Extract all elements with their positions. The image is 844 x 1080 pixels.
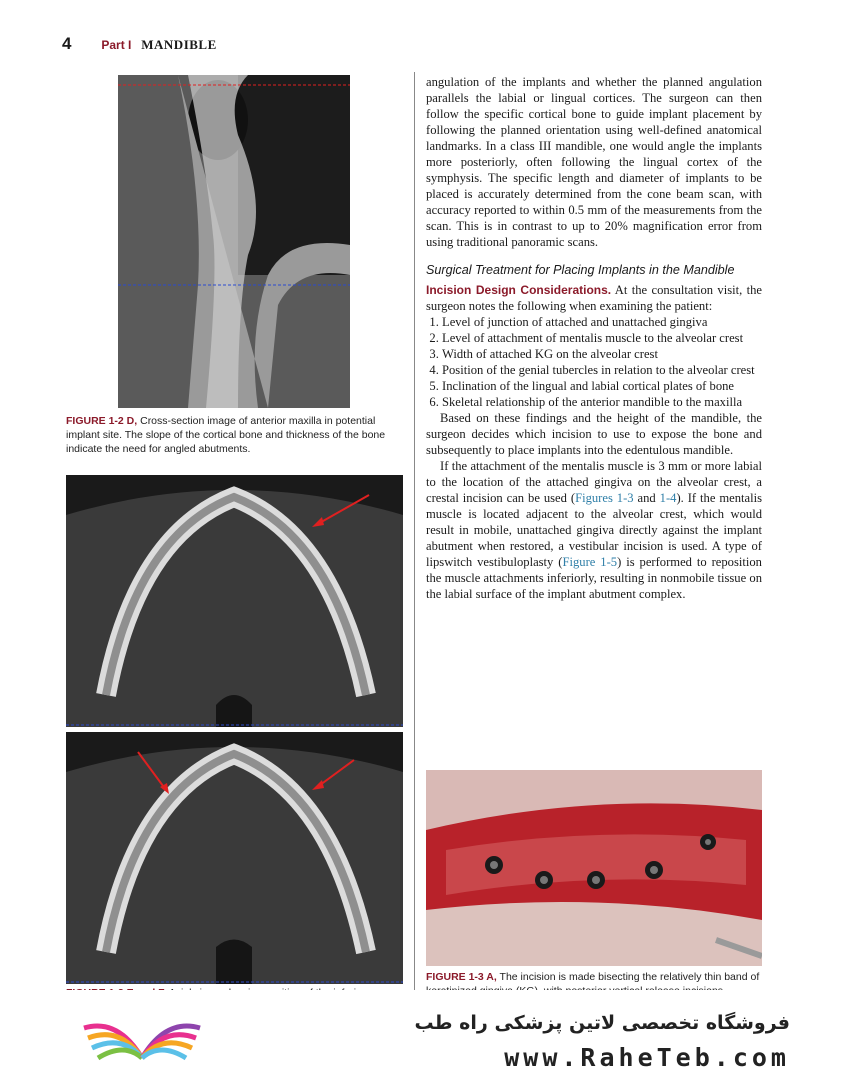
list-item: 5. Inclination of the lingual and labial cortical plates of bone xyxy=(442,378,762,394)
caption-text: The incision is made bisecting the relatively thin band of xyxy=(499,971,760,983)
part-label: Part I xyxy=(101,38,132,52)
link-figure-1-3[interactable]: Figures 1-3 xyxy=(575,491,634,505)
store-url[interactable]: www.RaheTeb.com xyxy=(504,1043,790,1072)
list-item: 4. Position of the genial tubercles in relation to the alveolar crest xyxy=(442,362,762,378)
link-figure-1-4[interactable]: 1-4 xyxy=(659,491,677,505)
book-logo-icon xyxy=(78,1008,206,1064)
paragraph: Based on these findings and the height of the mandible, the surgeon decides which incision to use to expose the bone and subsequently to place implants into the edentulous mandible. xyxy=(426,411,762,457)
paragraph xyxy=(426,458,762,602)
figure-1-2d-image xyxy=(118,75,350,408)
figure-label: FIGURE 1-2 D, xyxy=(66,415,138,427)
run-in-text: At the consultation visit, the surgeon notes the following when examining the patient: xyxy=(426,283,762,313)
subheading: Surgical Treatment for Placing Implants in the Mandible xyxy=(426,263,735,277)
figure-1-2f-image xyxy=(66,732,403,984)
list-item: 3. Width of attached KG on the alveolar crest xyxy=(442,346,762,362)
figure-1-3a-image xyxy=(426,770,762,966)
store-name: فروشگاه تخصصی لاتین پزشکی راه طب xyxy=(414,1012,790,1034)
column-divider xyxy=(414,72,415,1002)
link-figure-1-5[interactable]: Figure 1-5 xyxy=(562,555,618,569)
paragraph-text: If the attachment of the mentalis muscle is 3 mm or more labial to the location of the attached gingiva on the alveolar crest, a crestal incision can be used ( xyxy=(426,459,762,505)
caption-text: Cross-section image of anterior maxilla in potential implant site. The slope of the cortical bone and thickness of the bone indicate the need for angled abutments. xyxy=(66,415,386,455)
figure-1-2e-image xyxy=(66,475,403,727)
paragraph-text: ). If the mentalis muscle is located adjacent to the alveolar crest, which would result in mobile, unattached gingiva directly against the implant abutment when restored, a vestibular incision is used. A type of lipswitch vestibuloplasty ( xyxy=(426,491,763,569)
figure-1-2d-caption xyxy=(66,414,404,456)
paragraph-text: and xyxy=(633,491,660,505)
list-item: 6. Skeletal relationship of the anterior mandible to the maxilla xyxy=(442,394,762,410)
list-item: 1. Level of junction of attached and unattached gingiva xyxy=(442,314,762,330)
paragraph: angulation of the implants and whether the planned angulation parallels the labial or lingual cortices. The surgeon can then follow the specific cortical bone to guide implant placement by following the planned orientation using well-defined anatomical landmarks. In a class III mandible, one would angle the implants more posteriorly, often following the lingual cortex of the symphysis. The specific length and diameter of implants to be placed is accurately determined from the cone beam scan, with accuracy reported to within 0.5 mm of the measurements from the scan. This is in contrast to up to 20% magnification error from using traditional panoramic scans. xyxy=(426,75,762,249)
examination-list xyxy=(426,314,762,410)
section-title: MANDIBLE xyxy=(141,37,217,52)
body-text-column xyxy=(426,74,762,602)
page-number: 4 xyxy=(62,34,72,53)
figure-label: FIGURE 1-3 A, xyxy=(426,971,497,983)
run-in-heading: Incision Design Considerations. xyxy=(426,283,612,297)
list-item: 2. Level of attachment of mentalis muscle to the alveolar crest xyxy=(442,330,762,346)
page-header xyxy=(62,34,217,52)
paragraph-text: ) is performed to reposition the muscle attachments inferiorly, resulting in nonmobile tissue on the labial surface of the implant abutment complex. xyxy=(426,555,762,601)
